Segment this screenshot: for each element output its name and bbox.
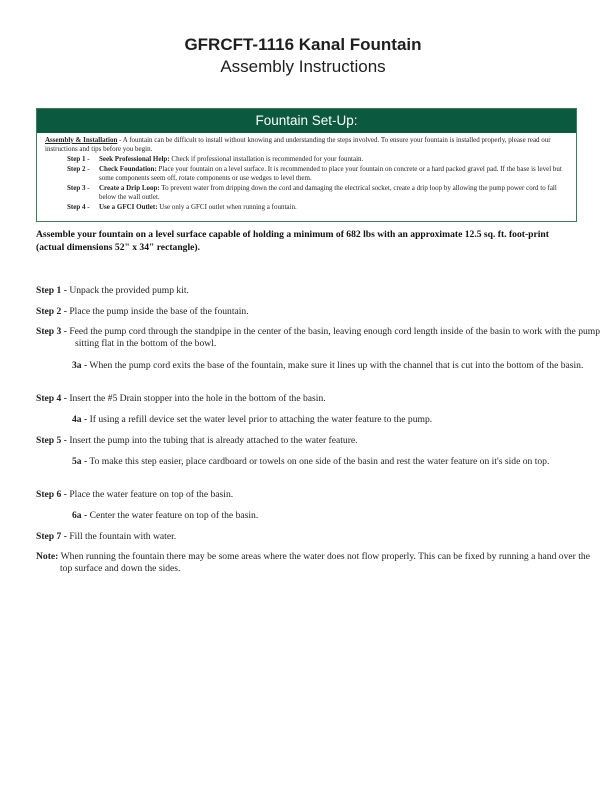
- setup-box-body: [37, 133, 576, 212]
- setup-item-text: Use only a GFCI outlet when running a fountain.: [157, 203, 297, 212]
- step-text: Place the water feature on top of the basin.: [66, 489, 234, 500]
- setup-item: [45, 203, 568, 212]
- setup-item-label: Step 2 -: [67, 164, 90, 173]
- setup-item-name: Create a Drip Loop:: [99, 183, 160, 192]
- step-label: Step 1 -: [36, 285, 67, 296]
- assemble-surface-note: Assemble your fountain on a level surface capable of holding a minimum of 682 lbs with an approximate 12.5 sq. ft. foot-print (actual dimensions 52" x 34" rectangle).: [36, 229, 549, 253]
- step-text: Feed the pump cord through the standpipe in the center of the basin, leaving enough cord length inside of the basin to work with the pump sitting flat in the bottom of the bowl.: [66, 326, 601, 349]
- setup-item-name: Seek Professional Help:: [99, 155, 170, 164]
- step-4a: [72, 414, 594, 426]
- substep-label: 3a -: [72, 360, 88, 371]
- step-2: [36, 306, 606, 318]
- step-6: [36, 489, 606, 501]
- substep-label: 5a -: [72, 456, 88, 467]
- setup-item-label: Step 3 -: [67, 183, 90, 192]
- setup-intro-text: - A fountain can be difficult to install without knowing and understanding the steps involved. To ensure your fountain is installed properly, please read our instructions and tips before you begin.: [45, 136, 551, 154]
- step-text: Fill the fountain with water.: [66, 531, 177, 542]
- step-label: Step 4 -: [36, 393, 67, 404]
- step-1: [36, 285, 606, 297]
- setup-item-text: To prevent water from dripping down the cord and damaging the electrical socket, create a drip loop by allowing the pump power cord to fall below the wall outlet.: [99, 183, 557, 202]
- setup-item-text: Place your fountain on a level surface. It is recommended to place your fountain on concrete or a hard packed gravel pad. If the base is level but some components seem off, rotate components or use wedges to level them.: [99, 164, 562, 183]
- step-text: Place the pump inside the base of the fountain.: [66, 306, 249, 317]
- document-title: GFRCFT-1116 Kanal Fountain: [184, 35, 422, 54]
- substep-text: Center the water feature on top of the basin.: [87, 510, 259, 521]
- setup-item: [45, 165, 568, 184]
- document-subtitle: Assembly Instructions: [220, 57, 386, 76]
- fountain-setup-box: [36, 108, 577, 222]
- setup-item-label: Step 4 -: [67, 203, 90, 212]
- setup-item: [45, 184, 568, 203]
- step-7: [36, 531, 606, 543]
- setup-intro: [45, 136, 568, 155]
- setup-item: [45, 155, 568, 164]
- step-3: [36, 326, 606, 349]
- setup-item-label: Step 1 -: [67, 155, 90, 164]
- setup-item-name: Check Foundation:: [99, 164, 157, 173]
- step-label: Step 3 -: [36, 326, 67, 337]
- step-label: Step 6 -: [36, 489, 67, 500]
- step-text: Insert the pump into the tubing that is already attached to the water feature.: [66, 435, 358, 446]
- substep-text: When the pump cord exits the base of the fountain, make sure it lines up with the channel that is cut into the bottom of the basin.: [87, 360, 584, 371]
- step-text: Insert the #5 Drain stopper into the hole in the bottom of the basin.: [66, 393, 326, 404]
- step-3a: [72, 360, 594, 372]
- step-6a: [72, 510, 594, 522]
- step-label: Step 5 -: [36, 435, 67, 446]
- step-text: Unpack the provided pump kit.: [66, 285, 189, 296]
- note-text: When running the fountain there may be some areas where the water does not flow properly. This can be fixed by running a hand over the top surface and down the sides.: [58, 551, 590, 574]
- setup-item-name: Use a GFCI Outlet:: [99, 203, 158, 212]
- step-5a: [72, 456, 594, 468]
- setup-item-text: Check if professional installation is recommended for your fountain.: [169, 155, 364, 164]
- substep-label: 6a -: [72, 510, 88, 521]
- setup-box-heading: Fountain Set-Up:: [37, 109, 576, 133]
- substep-text: If using a refill device set the water level prior to attaching the water feature to the pump.: [87, 414, 433, 425]
- step-label: Step 7 -: [36, 531, 67, 542]
- note: [36, 551, 600, 574]
- step-label: Step 2 -: [36, 306, 67, 317]
- step-4: [36, 393, 606, 405]
- setup-intro-label: Assembly & Installation: [45, 136, 118, 144]
- step-5: [36, 435, 606, 447]
- substep-label: 4a -: [72, 414, 88, 425]
- substep-text: To make this step easier, place cardboard or towels on one side of the basin and rest the water feature on it's side on top.: [87, 456, 550, 467]
- note-label: Note:: [36, 551, 59, 562]
